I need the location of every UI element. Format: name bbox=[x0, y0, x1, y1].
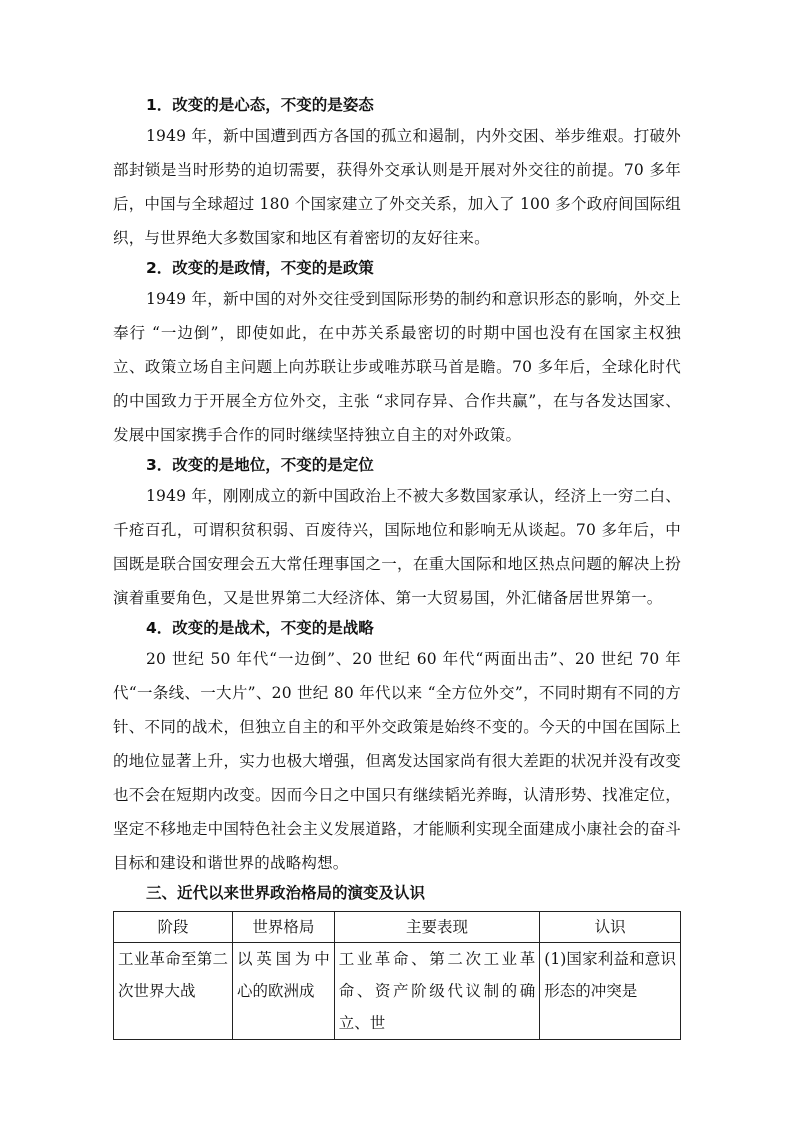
part-three-heading: 三、近代以来世界政治格局的演变及认识 bbox=[146, 884, 426, 902]
section-4-heading: 4．改变的是战术，不变的是战略 bbox=[146, 619, 374, 637]
table-row bbox=[114, 943, 681, 1040]
section-3-heading: 3．改变的是地位，不变的是定位 bbox=[146, 456, 374, 474]
header-understanding: 认识 bbox=[540, 912, 681, 943]
section-2-heading: 2．改变的是政情，不变的是政策 bbox=[146, 259, 374, 277]
document-page bbox=[113, 92, 681, 1040]
cell-stage: 工业革命至第二次世界大战 bbox=[114, 943, 233, 1040]
header-main-features: 主要表现 bbox=[334, 912, 540, 943]
table-header-row bbox=[114, 912, 681, 943]
header-stage: 阶段 bbox=[114, 912, 233, 943]
cell-understanding: (1)国家利益和意识形态的冲突是 bbox=[540, 943, 681, 1040]
header-world-pattern: 世界格局 bbox=[233, 912, 335, 943]
section-2-body: 1949 年，新中国的对外交往受到国际形势的制约和意识形态的影响，外交上奉行 “一边倒”，即使如此，在中苏关系最密切的时期中国也没有在国家主权独立、政策立场自主问题上向苏联让步或唯苏联马首是瞻。70 多年后，全球化时代的中国致力于开展全方位外交，主张 “求同存异、合作共赢”，在与各发达国家、发展中国家携手合作的同时继续坚持独立自主的对外政策。 bbox=[113, 290, 681, 444]
cell-main-features: 工业革命、第二次工业革命、资产阶级代议制的确立、世 bbox=[334, 943, 540, 1040]
cell-world-pattern: 以英国为中心的欧洲成 bbox=[233, 943, 335, 1040]
section-4-body: 20 世纪 50 年代“一边倒”、20 世纪 60 年代“两面出击”、20 世纪 70 年代“一条线、一大片”、20 世纪 80 年代以来 “全方位外交”，不同时期有不同的方针、不同的战术，但独立自主的和平外交政策是始终不变的。今天的中国在国际上的地位显著上升，实力也极大增强，但离发达国家尚有很大差距的状况并没有改变也不会在短期内改变。因而今日之中国只有继续韬光养晦，认清形势、找准定位，坚定不移地走中国特色社会主义发展道路，才能顺利实现全面建成小康社会的奋斗目标和建设和谐世界的战略构想。 bbox=[113, 650, 681, 872]
world-pattern-table bbox=[113, 911, 681, 1040]
section-1-body: 1949 年，新中国遭到西方各国的孤立和遏制，内外交困、举步维艰。打破外部封锁是当时形势的迫切需要，获得外交承认则是开展对外交往的前提。70 多年后，中国与全球超过 180 个国家建立了外交关系，加入了 100 多个政府间国际组织，与世界绝大多数国家和地区有着密切的友好往来。 bbox=[113, 127, 681, 247]
section-3-body: 1949 年，刚刚成立的新中国政治上不被大多数国家承认，经济上一穷二白、千疮百孔，可谓积贫积弱、百废待兴，国际地位和影响无从谈起。70 多年后，中国既是联合国安理会五大常任理事国之一，在重大国际和地区热点问题的解决上扮演着重要角色，又是世界第二大经济体、第一大贸易国，外汇储备居世界第一。 bbox=[113, 487, 681, 607]
section-1-heading: 1．改变的是心态，不变的是姿态 bbox=[146, 96, 374, 114]
